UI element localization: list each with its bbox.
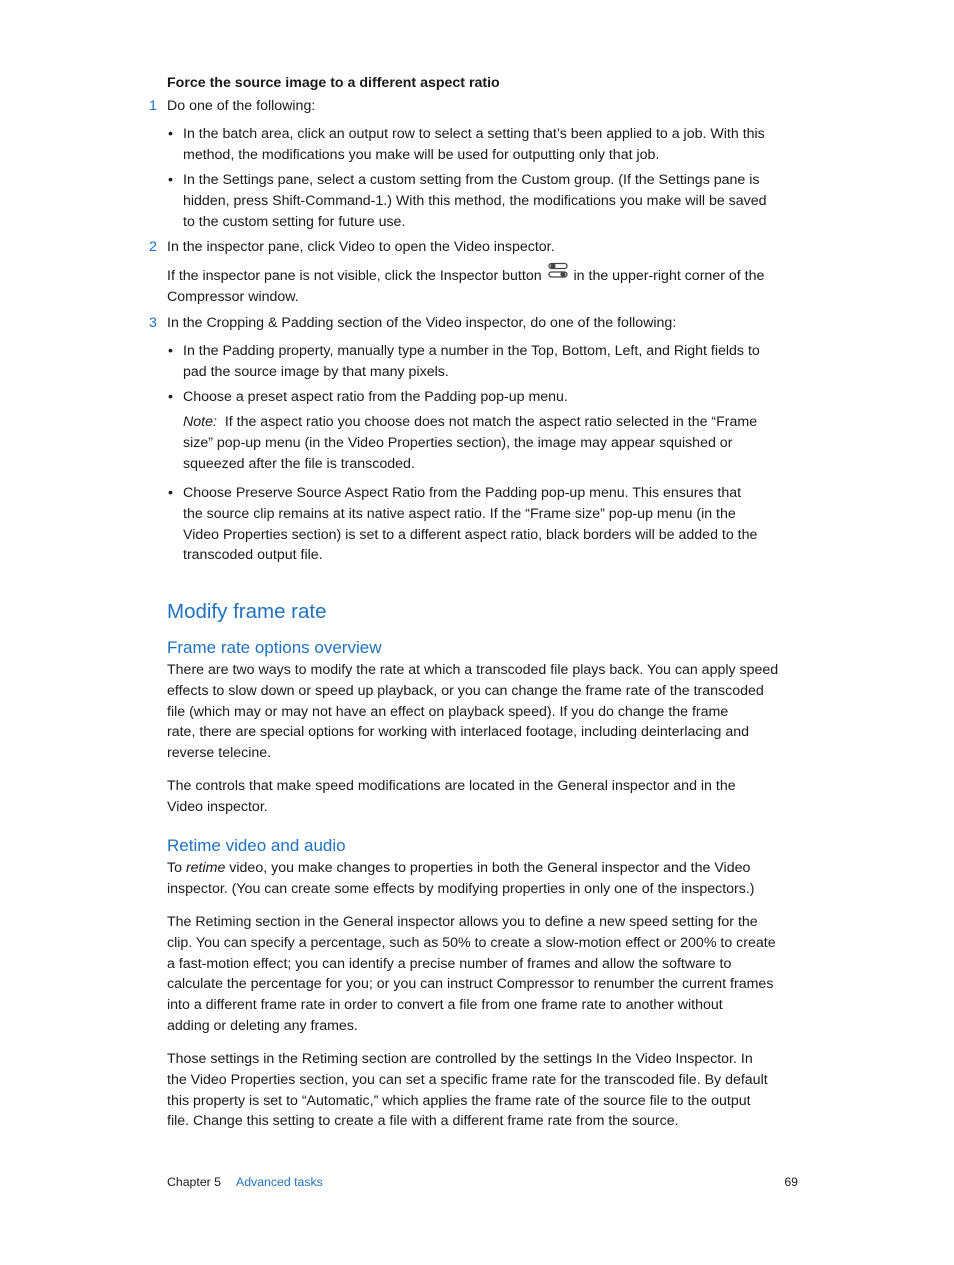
bullet-line: hidden, press Shift-Command-1.) With this method, the modifications you make will be saved (183, 192, 767, 209)
step-2-text: In the inspector pane, click Video to open the Video inspector. (167, 239, 555, 255)
retime-paragraph-1 (167, 858, 755, 900)
paragraph-line: reverse telecine. (167, 745, 272, 762)
emphasis-term: retime (185, 860, 226, 876)
step-2-note-text: Compressor window. (167, 288, 299, 305)
paragraph-text: To (167, 860, 186, 876)
step-2-note (167, 266, 764, 308)
task-title: Force the source image to a different aspect ratio (167, 75, 500, 91)
paragraph-line: There are two ways to modify the rate at which a transcoded file plays back. You can apply speed (167, 662, 779, 678)
step-1-text: Do one of the following: (167, 98, 316, 114)
paragraph-line: a fast-motion effect; you can identify a precise number of frames and allow the software to (167, 955, 732, 972)
retime-paragraph-2 (167, 912, 776, 1037)
bullet-line: to the custom setting for future use. (183, 213, 406, 230)
footer-chapter: Chapter 5 (167, 1175, 222, 1189)
paragraph-line: The Retiming section in the General inspector allows you to define a new speed setting for the (167, 914, 758, 930)
bullet-line: pad the source image by that many pixels. (183, 363, 449, 380)
bullet-line: In the Settings pane, select a custom setting from the Custom group. (If the Settings pane is (183, 172, 760, 188)
paragraph-line: rate, there are special options for working with interlaced footage, including deinterlacing and (167, 724, 750, 741)
inspector-toggle-icon (548, 262, 568, 286)
step-3-bullet-2 (183, 387, 568, 408)
frame-rate-paragraph-2 (167, 776, 736, 818)
paragraph-line: The controls that make speed modifications are located in the General inspector and in the (167, 778, 736, 794)
note-block (183, 412, 757, 474)
step-1-bullet-1 (183, 124, 765, 166)
bullet-line: In the batch area, click an output row to select a setting that’s been applied to a job. With this (183, 126, 765, 142)
paragraph-line: adding or deleting any frames. (167, 1017, 358, 1034)
paragraph-line: Video inspector. (167, 798, 268, 815)
paragraph-line: effects to slow down or speed up playback, or you can change the frame rate of the transcoded (167, 682, 764, 699)
bullet-line: transcoded output file. (183, 547, 323, 564)
bullet-line: Video Properties section) is set to a different aspect ratio, black borders will be added to the (183, 526, 758, 543)
bullet-marker: • (168, 485, 173, 501)
step-3-text: In the Cropping & Padding section of the Video inspector, do one of the following: (167, 315, 677, 331)
bullet-line: method, the modifications you make will be used for outputting only that job. (183, 146, 660, 163)
paragraph-line: clip. You can specify a percentage, such as 50% to create a slow-motion effect or 200% to create (167, 934, 776, 951)
step-2-note-text: If the inspector pane is not visible, click the Inspector button (167, 268, 542, 284)
paragraph-line: calculate the percentage for you; or you can instruct Compressor to renumber the current frames (167, 976, 774, 993)
paragraph-line: inspector. (You can create some effects by modifying properties in only one of the inspectors.) (167, 880, 755, 897)
paragraph-line: this property is set to “Automatic,” which applies the frame rate of the source file to the output (167, 1092, 751, 1109)
bullet-marker: • (168, 172, 173, 188)
bullet-marker: • (168, 126, 173, 142)
footer-chapter-title-link[interactable]: Advanced tasks (236, 1175, 323, 1189)
bullet-marker: • (168, 389, 173, 405)
step-1-bullet-2 (183, 170, 767, 232)
frame-rate-paragraph-1 (167, 660, 778, 764)
page-number: 69 (784, 1175, 798, 1189)
step-number-3: 3 (149, 315, 157, 331)
step-3-bullet-1 (183, 341, 760, 383)
paragraph-line: file. Change this setting to create a file with a different frame rate from the source. (167, 1113, 679, 1130)
bullet-line: Choose a preset aspect ratio from the Padding pop-up menu. (183, 389, 568, 405)
retime-paragraph-3 (167, 1049, 768, 1132)
paragraph-line: the Video Properties section, you can set a specific frame rate for the transcoded file. By default (167, 1071, 768, 1088)
paragraph-line: into a different frame rate in order to convert a file from one frame rate to another without (167, 997, 723, 1014)
bullet-line: Choose Preserve Source Aspect Ratio from the Padding pop-up menu. This ensures that (183, 485, 742, 501)
subsection-heading-retime: Retime video and audio (167, 836, 346, 855)
section-heading: Modify frame rate (167, 600, 327, 623)
bullet-marker: • (168, 343, 173, 359)
bullet-line: the source clip remains at its native aspect ratio. If the “Frame size” pop-up menu (in the (183, 505, 736, 522)
step-number-2: 2 (149, 239, 157, 255)
note-line: If the aspect ratio you choose does not match the aspect ratio selected in the “Frame (224, 414, 758, 430)
step-2-note-text: in the upper-right corner of the (573, 268, 765, 284)
step-3-bullet-3 (183, 483, 757, 566)
step-number-1: 1 (149, 98, 157, 114)
note-line: size” pop-up menu (in the Video Properties section), the image may appear squished or (183, 434, 733, 451)
paragraph-line: Those settings in the Retiming section are controlled by the settings In the Video Inspector. In (167, 1051, 753, 1067)
paragraph-text: video, you make changes to properties in both the General inspector and the Video (225, 860, 751, 876)
note-label: Note: (183, 414, 217, 430)
subsection-heading-frame-rate-options: Frame rate options overview (167, 638, 382, 657)
note-line: squeezed after the file is transcoded. (183, 455, 415, 472)
paragraph-line: file (which may or may not have an effect on playback speed). If you do change the frame (167, 703, 729, 720)
bullet-line: In the Padding property, manually type a number in the Top, Bottom, Left, and Right fields to (183, 343, 760, 359)
